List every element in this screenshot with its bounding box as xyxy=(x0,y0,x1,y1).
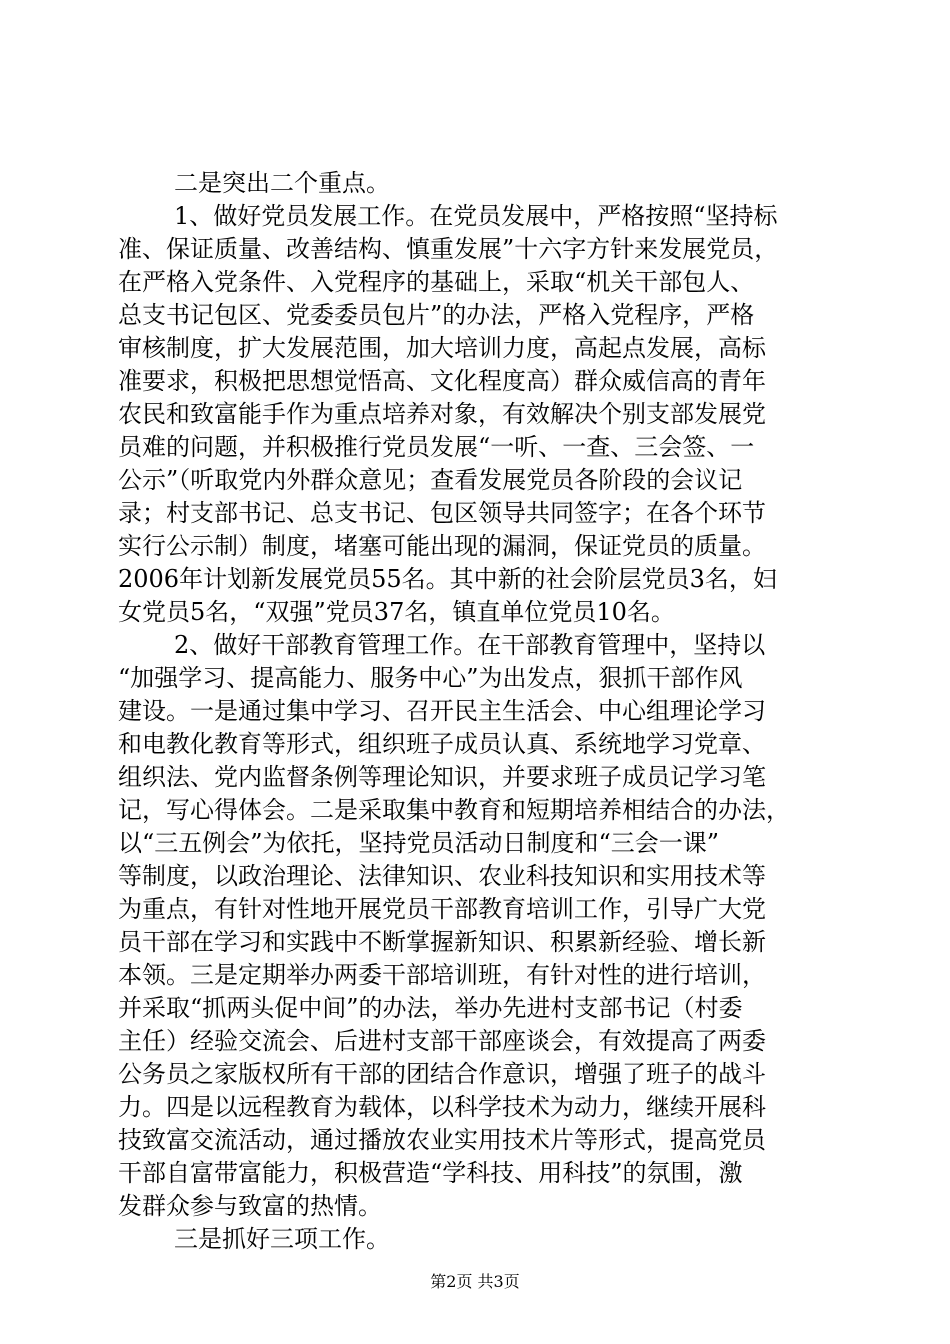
text-line: 以“三五例会”为依托，坚持党员活动日制度和“三会一课” xyxy=(118,829,720,857)
text-line: 记，写心得体会。二是采取集中教育和短期培养相结合的办法， xyxy=(118,796,790,824)
text-line: 主任）经验交流会、后进村支部干部座谈会，有效提高了两委 xyxy=(118,1027,766,1055)
text-line: 实行公示制）制度，堵塞可能出现的漏洞，保证党员的质量。 xyxy=(118,532,766,560)
text-line: 建设。一是通过集中学习、召开民主生活会、中心组理论学习 xyxy=(118,697,766,725)
text-line: 和电教化教育等形式，组织班子成员认真、系统地学习党章、 xyxy=(118,730,766,758)
text-line: 本领。三是定期举办两委干部培训班，有针对性的进行培训， xyxy=(118,961,766,989)
text-line: 发群众参与致富的热情。 xyxy=(118,1192,382,1220)
text-line: 农民和致富能手作为重点培养对象，有效解决个别支部发展党 xyxy=(118,400,766,428)
text-line: 2、做好干部教育管理工作。在干部教育管理中，坚持以 xyxy=(174,631,766,659)
text-line: 并采取“抓两头促中间”的办法，举办先进村支部书记（村委 xyxy=(118,994,743,1022)
text-line: 2006年计划新发展党员55名。其中新的社会阶层党员3名，妇 xyxy=(118,565,777,593)
text-line: 三是抓好三项工作。 xyxy=(174,1225,390,1253)
text-line: 审核制度，扩大发展范围，加大培训力度，高起点发展，高标 xyxy=(118,334,766,362)
text-line: 1、做好党员发展工作。在党员发展中，严格按照“坚持标 xyxy=(174,202,778,230)
text-line: 为重点，有针对性地开展党员干部教育培训工作，引导广大党 xyxy=(118,895,766,923)
text-line: 在严格入党条件、入党程序的基础上，采取“机关干部包人、 xyxy=(118,268,755,296)
text-line: 员难的问题，并积极推行党员发展“一听、一查、三会签、一 xyxy=(118,433,755,461)
text-line: 准要求，积极把思想觉悟高、文化程度高）群众威信高的青年 xyxy=(118,367,766,395)
text-line: 录；村支部书记、总支书记、包区领导共同签字；在各个环节 xyxy=(118,499,766,527)
page-number-footer: 第2页 共3页 xyxy=(430,1272,520,1291)
text-line: 准、保证质量、改善结构、慎重发展”十六字方针来发展党员， xyxy=(118,235,779,263)
text-line: 干部自富带富能力，积极营造“学科技、用科技”的氛围，激 xyxy=(118,1159,743,1187)
text-line: 公务员之家版权所有干部的团结合作意识，增强了班子的战斗 xyxy=(118,1060,766,1088)
text-line: 力。四是以远程教育为载体，以科学技术为动力，继续开展科 xyxy=(118,1093,766,1121)
text-line: “加强学习、提高能力、服务中心”为出发点，狠抓干部作风 xyxy=(118,664,743,692)
text-line: 公示”（听取党内外群众意见；查看发展党员各阶段的会议记 xyxy=(118,466,743,494)
text-line: 总支书记包区、党委委员包片”的办法，严格入党程序，严格 xyxy=(118,301,755,329)
text-line: 组织法、党内监督条例等理论知识，并要求班子成员记学习笔 xyxy=(118,763,766,791)
text-line: 技致富交流活动，通过播放农业实用技术片等形式，提高党员 xyxy=(118,1126,766,1154)
text-line: 二是突出二个重点。 xyxy=(174,169,390,197)
text-line: 女党员5名，“双强”党员37名，镇直单位党员10名。 xyxy=(118,598,675,626)
text-line: 等制度，以政治理论、法律知识、农业科技知识和实用技术等 xyxy=(118,862,766,890)
text-line: 员干部在学习和实践中不断掌握新知识、积累新经验、增长新 xyxy=(118,928,766,956)
